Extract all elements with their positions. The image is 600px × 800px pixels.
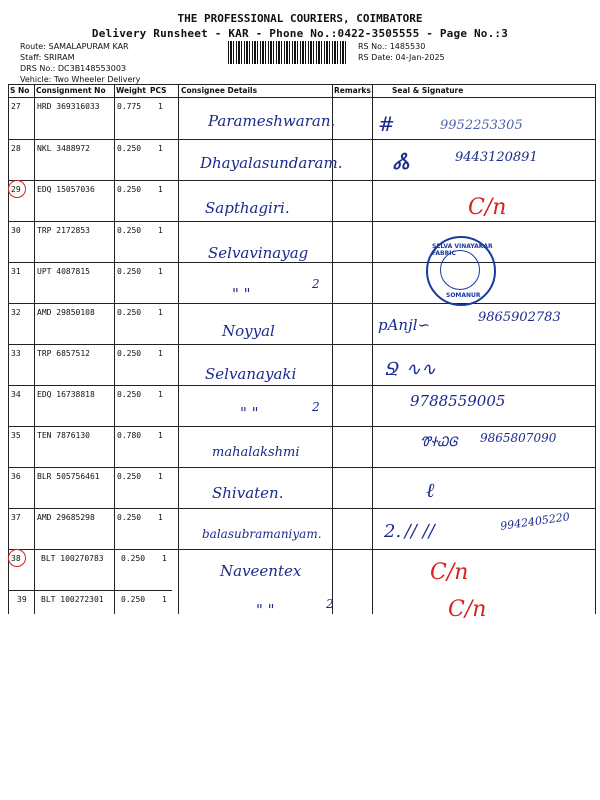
signature-scribble: # — [378, 112, 395, 136]
header-weight: Weight — [116, 86, 146, 95]
row-weight: 0.780 — [117, 431, 142, 440]
row-consignment: NKL 3488972 — [37, 144, 90, 153]
header-sno: S No — [10, 86, 30, 95]
row-pcs: 1 — [158, 308, 163, 317]
ditto-count: 2 — [312, 277, 320, 291]
consignee-handwriting: Sapthagiri. — [205, 199, 290, 217]
header-remarks: Remarks — [334, 86, 371, 95]
row-sno: 36 — [11, 472, 21, 481]
row-pcs: 1 — [158, 267, 163, 276]
table-top-border — [8, 84, 596, 85]
consignee-handwriting: " " — [256, 601, 275, 619]
table-row — [0, 181, 600, 222]
row-consignment: AMD 29850108 — [37, 308, 95, 317]
table-row — [0, 304, 600, 345]
row-pcs: 1 — [162, 595, 167, 604]
header-consignment: Consignment No — [36, 86, 106, 95]
table-row — [0, 222, 600, 263]
consignee-handwriting: Parameshwaran. — [208, 112, 336, 130]
phone-handwriting: 9443120891 — [455, 150, 538, 165]
phone-handwriting: 9865807090 — [480, 431, 557, 445]
signature-scribble: pAnjl∽ — [378, 316, 431, 334]
row-weight: 0.250 — [117, 226, 142, 235]
table-row — [0, 263, 600, 304]
table-row — [0, 509, 600, 550]
row-sno: 29 — [11, 185, 21, 194]
row-weight: 0.250 — [117, 185, 142, 194]
row-consignment: EDQ 15057036 — [37, 185, 95, 194]
header-signature: Seal & Signature — [392, 86, 464, 95]
closed-mark: C/n — [448, 597, 487, 622]
signature-scribble: ᏡᏐᏇᎶ — [420, 435, 458, 450]
row-pcs: 1 — [162, 554, 167, 563]
row-consignment: UPT 4087815 — [37, 267, 90, 276]
row-sno: 37 — [11, 513, 21, 522]
row-weight: 0.250 — [117, 349, 142, 358]
table-row — [0, 345, 600, 386]
consignee-handwriting: Shivaten. — [212, 484, 284, 502]
runsheet-title: Delivery Runsheet - KAR - Phone No.:0422-3505555 - Page No.:3 — [91, 27, 509, 40]
stamp-text-bottom: SOMANUR — [446, 292, 481, 299]
consignee-handwriting: Naveentex — [220, 562, 302, 580]
table-row — [0, 140, 600, 181]
closed-mark: C/n — [430, 560, 469, 585]
consignee-handwriting: " " — [240, 404, 259, 422]
row-weight: 0.250 — [117, 390, 142, 399]
consignee-handwriting: " " — [232, 285, 251, 303]
row-pcs: 1 — [158, 102, 163, 111]
row-pcs: 1 — [158, 226, 163, 235]
row-sno: 39 — [17, 595, 27, 604]
phone-handwriting: 9952253305 — [440, 118, 523, 133]
row-consignment: HRD 369316033 — [37, 102, 100, 111]
rs-date-label: RS Date: 04-Jan-2025 — [358, 53, 445, 62]
row-sno: 32 — [11, 308, 21, 317]
drs-label: DRS No.: DC3B14855300З — [20, 64, 127, 73]
ditto-count: 2 — [326, 597, 334, 611]
staff-label: Staff: SRIRAM — [20, 53, 75, 62]
row-weight: 0.250 — [121, 595, 146, 604]
closed-mark: C/n — [468, 195, 507, 220]
consignee-handwriting: Dhayalasundaram. — [200, 154, 343, 172]
row-weight: 0.250 — [117, 513, 142, 522]
header-consignee: Consignee Details — [181, 86, 258, 95]
row-sno: 34 — [11, 390, 21, 399]
phone-handwriting: 9942405220 — [499, 510, 571, 533]
signature-scribble: Ջ ∿∿ — [385, 359, 436, 380]
table-row — [0, 386, 600, 427]
row-sno: 30 — [11, 226, 21, 235]
rs-no-label: RS No.: 1485530 — [358, 42, 426, 51]
vehicle-label: Vehicle: Two Wheeler Delivery — [20, 75, 141, 84]
table-row — [0, 98, 600, 139]
row-sno: 27 — [11, 102, 21, 111]
row-pcs: 1 — [158, 144, 163, 153]
table-row — [0, 550, 600, 591]
consignee-handwriting: Noyyal — [222, 322, 275, 340]
phone-handwriting: 9788559005 — [410, 392, 506, 410]
row-pcs: 1 — [158, 349, 163, 358]
row-consignment: AMD 29685298 — [37, 513, 95, 522]
table-row — [0, 427, 600, 468]
phone-handwriting: 9865902783 — [478, 310, 561, 325]
row-pcs: 1 — [158, 472, 163, 481]
company-seal-stamp — [426, 236, 496, 306]
row-sno: 38 — [11, 554, 21, 563]
signature-scribble: Ꮬ — [393, 150, 410, 175]
consignee-handwriting: balasubramaniyam. — [202, 527, 322, 541]
table-row — [0, 591, 600, 632]
row-consignment: EDQ 16738818 — [37, 390, 95, 399]
row-weight: 0.250 — [117, 308, 142, 317]
company-title: THE PROFESSIONAL COURIERS, COIMBATORE — [177, 12, 423, 25]
row-consignment: TRP 6857512 — [37, 349, 90, 358]
header-pcs: PCS — [150, 86, 167, 95]
route-label: Route: SAMALAPURAM KAR — [20, 42, 129, 51]
row-weight: 0.250 — [121, 554, 146, 563]
row-consignment: BLT 100272301 — [41, 595, 104, 604]
consignee-handwriting: Selvanayaki — [205, 365, 297, 383]
row-weight: 0.775 — [117, 102, 142, 111]
table-row — [0, 468, 600, 509]
row-sno: 33 — [11, 349, 21, 358]
row-consignment: TRP 2172853 — [37, 226, 90, 235]
row-pcs: 1 — [158, 390, 163, 399]
row-pcs: 1 — [158, 513, 163, 522]
stamp-text-top: SELVA VINAYAKAR FABRIC — [432, 243, 493, 257]
row-sno: 28 — [11, 144, 21, 153]
signature-scribble: ℓ — [426, 478, 435, 502]
row-weight: 0.250 — [117, 267, 142, 276]
barcode — [228, 41, 348, 64]
row-pcs: 1 — [158, 431, 163, 440]
ditto-count: 2 — [312, 400, 320, 414]
row-consignment: BLT 100270783 — [41, 554, 104, 563]
consignee-handwriting: mahalakshmi — [212, 445, 300, 460]
row-consignment: BLR 505756461 — [37, 472, 100, 481]
row-weight: 0.250 — [117, 144, 142, 153]
row-sno: 35 — [11, 431, 21, 440]
row-pcs: 1 — [158, 185, 163, 194]
signature-scribble: 2. ∕∕ ∕∕ — [384, 521, 435, 542]
row-sno: 31 — [11, 267, 21, 276]
consignee-handwriting: Selvavinayag — [208, 244, 309, 262]
row-consignment: TEN 7876130 — [37, 431, 90, 440]
row-weight: 0.250 — [117, 472, 142, 481]
